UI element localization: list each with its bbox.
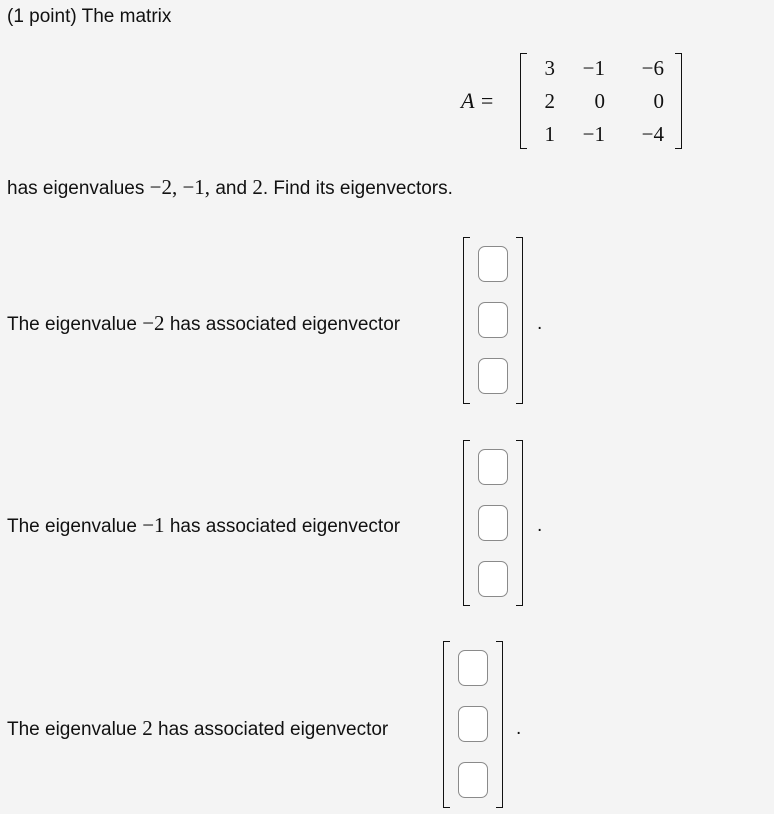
answer-input[interactable] <box>478 505 508 541</box>
q1-post: has associated eigenvector <box>164 314 401 335</box>
answer-input[interactable] <box>458 706 488 742</box>
matrix-label <box>461 88 494 114</box>
matrix-cell: −4 <box>641 122 664 146</box>
q2-post: has associated eigenvector <box>164 516 401 537</box>
answer-input[interactable] <box>458 762 488 798</box>
eigen-and: and <box>210 178 253 199</box>
answer-input[interactable] <box>478 302 508 338</box>
eigen-last: 2 <box>252 175 263 199</box>
answer-input[interactable] <box>478 246 508 282</box>
matrix-cell: 0 <box>594 89 605 113</box>
answer-input[interactable] <box>458 650 488 686</box>
question-3-prompt <box>7 716 388 741</box>
question-1-prompt <box>7 311 400 336</box>
matrix-label-text: A = <box>461 88 495 113</box>
matrix-cell: −6 <box>641 56 664 80</box>
q3-period: . <box>516 718 522 739</box>
eigenvector-1 <box>463 237 523 404</box>
matrix-cell: 1 <box>544 122 555 146</box>
matrix <box>520 53 682 149</box>
q3-value: 2 <box>142 716 153 740</box>
q1-pre: The eigenvalue <box>7 314 143 335</box>
answer-input[interactable] <box>478 561 508 597</box>
matrix-cell: 0 <box>653 89 664 113</box>
q3-pre: The eigenvalue <box>7 719 143 740</box>
q2-pre: The eigenvalue <box>7 516 143 537</box>
q1-period: . <box>537 313 543 334</box>
matrix-cell: −1 <box>582 56 605 80</box>
answer-input[interactable] <box>478 449 508 485</box>
q3-post: has associated eigenvector <box>152 719 389 740</box>
matrix-cell: 3 <box>544 56 555 80</box>
q2-period: . <box>537 515 543 536</box>
eigenvector-2 <box>463 440 523 606</box>
problem-title: (1 point) The matrix <box>7 6 172 27</box>
answer-input[interactable] <box>478 358 508 394</box>
matrix-cell: 2 <box>544 89 555 113</box>
q1-value: −2 <box>142 311 165 335</box>
q2-value: −1 <box>142 513 165 537</box>
question-2-prompt <box>7 513 400 538</box>
eigen-prefix: has eigenvalues <box>7 178 150 199</box>
eigen-values: −2, −1, <box>149 175 211 199</box>
matrix-cell: −1 <box>582 122 605 146</box>
eigenvector-3 <box>443 641 503 808</box>
eigenvalues-sentence <box>7 175 453 200</box>
eigen-suffix: . Find its eigenvectors. <box>262 178 453 199</box>
